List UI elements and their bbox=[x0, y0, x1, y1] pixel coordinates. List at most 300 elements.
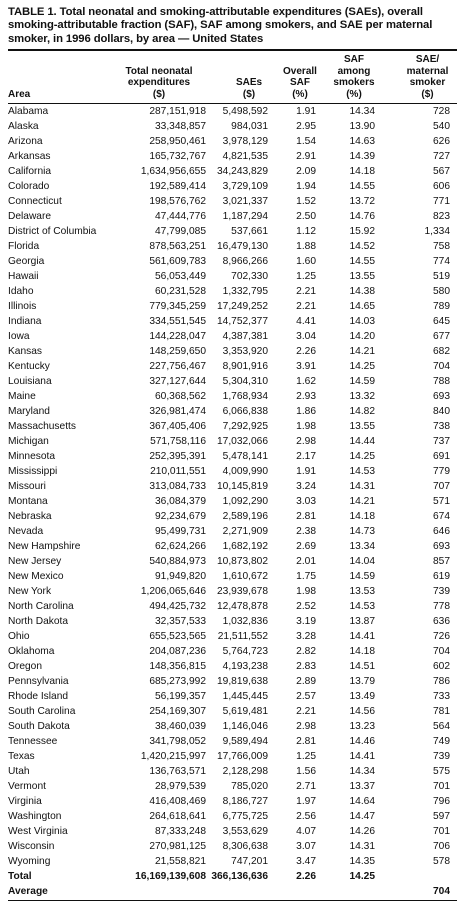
cell-area: California bbox=[8, 165, 52, 177]
cell-saf-among-smokers: 14.34 bbox=[349, 105, 375, 117]
cell-overall-saf: 4.41 bbox=[296, 315, 316, 327]
cell-sae-per-smoker: 704 bbox=[433, 360, 450, 372]
cell-area: Rhode Island bbox=[8, 690, 69, 702]
cell-total-neonatal: 28,979,539 bbox=[155, 780, 206, 792]
table-row bbox=[8, 314, 457, 329]
cell-sae-per-smoker: 728 bbox=[433, 105, 450, 117]
cell-saes: 1,768,934 bbox=[222, 390, 268, 402]
cell-overall-saf: 1.25 bbox=[296, 750, 316, 762]
cell-area: Colorado bbox=[8, 180, 50, 192]
cell-sae-per-smoker: 779 bbox=[433, 465, 450, 477]
cell-sae-per-smoker: 789 bbox=[433, 300, 450, 312]
cell-sae-per-smoker: 704 bbox=[433, 645, 450, 657]
cell-area: Tennessee bbox=[8, 735, 58, 747]
table-row bbox=[8, 854, 457, 869]
table-row bbox=[8, 509, 457, 524]
cell-overall-saf: 2.26 bbox=[296, 870, 316, 882]
cell-overall-saf: 2.69 bbox=[296, 540, 316, 552]
table-row bbox=[8, 644, 457, 659]
cell-sae-per-smoker: 646 bbox=[433, 525, 450, 537]
table-row bbox=[8, 359, 457, 374]
table-row bbox=[8, 404, 457, 419]
cell-overall-saf: 2.01 bbox=[296, 555, 316, 567]
cell-total-neonatal: 60,231,528 bbox=[155, 285, 206, 297]
cell-area: Arkansas bbox=[8, 150, 51, 162]
table-row bbox=[8, 134, 457, 149]
cell-saes: 5,764,723 bbox=[222, 645, 268, 657]
cell-sae-per-smoker: 682 bbox=[433, 345, 450, 357]
cell-saf-among-smokers: 14.25 bbox=[349, 360, 375, 372]
table-row bbox=[8, 614, 457, 629]
cell-total-neonatal: 210,011,551 bbox=[150, 465, 206, 477]
cell-saes: 984,031 bbox=[231, 120, 268, 132]
cell-total-neonatal: 144,228,047 bbox=[149, 330, 206, 342]
cell-saf-among-smokers: 14.55 bbox=[349, 255, 375, 267]
cell-area: Wyoming bbox=[8, 855, 51, 867]
cell-total-neonatal: 685,273,992 bbox=[149, 675, 206, 687]
cell-total-neonatal: 313,084,733 bbox=[149, 480, 206, 492]
cell-overall-saf: 1.56 bbox=[296, 765, 316, 777]
cell-area: Minnesota bbox=[8, 450, 56, 462]
cell-saf-among-smokers: 15.92 bbox=[349, 225, 375, 237]
table-row bbox=[8, 569, 457, 584]
table-row bbox=[8, 254, 457, 269]
cell-saf-among-smokers: 14.38 bbox=[349, 285, 375, 297]
table-row bbox=[8, 794, 457, 809]
cell-saf-among-smokers: 14.64 bbox=[349, 795, 375, 807]
cell-overall-saf: 2.50 bbox=[296, 210, 316, 222]
cell-saes: 2,271,909 bbox=[222, 525, 268, 537]
table-row bbox=[8, 119, 457, 134]
cell-area: New Mexico bbox=[8, 570, 64, 582]
cell-saf-among-smokers: 14.82 bbox=[349, 405, 375, 417]
cell-area: New Hampshire bbox=[8, 540, 81, 552]
table-row bbox=[8, 449, 457, 464]
cell-overall-saf: 2.52 bbox=[296, 600, 316, 612]
cell-overall-saf: 2.56 bbox=[296, 810, 316, 822]
cell-saes: 4,193,238 bbox=[222, 660, 268, 672]
cell-saes: 1,682,192 bbox=[222, 540, 268, 552]
cell-saes: 1,610,672 bbox=[222, 570, 268, 582]
cell-area: South Carolina bbox=[8, 705, 76, 717]
table-row bbox=[8, 344, 457, 359]
cell-total-neonatal: 878,563,251 bbox=[149, 240, 206, 252]
cell-saf-among-smokers: 13.87 bbox=[349, 615, 375, 627]
cell-saf-among-smokers: 14.52 bbox=[349, 240, 375, 252]
cell-saes: 3,353,920 bbox=[222, 345, 268, 357]
cell-saes: 1,146,046 bbox=[222, 720, 268, 732]
table-row bbox=[8, 659, 457, 674]
cell-saes: 2,128,298 bbox=[222, 765, 268, 777]
cell-area: Maine bbox=[8, 390, 36, 402]
cell-total-neonatal: 56,199,357 bbox=[155, 690, 206, 702]
cell-saf-among-smokers: 14.44 bbox=[349, 435, 375, 447]
cell-sae-per-smoker: 704 bbox=[433, 885, 450, 897]
cell-saf-among-smokers: 14.59 bbox=[349, 570, 375, 582]
cell-area: Iowa bbox=[8, 330, 30, 342]
cell-area: Georgia bbox=[8, 255, 45, 267]
cell-area: Kentucky bbox=[8, 360, 50, 372]
cell-saes: 7,292,925 bbox=[222, 420, 268, 432]
cell-sae-per-smoker: 580 bbox=[433, 285, 450, 297]
cell-overall-saf: 2.21 bbox=[296, 300, 316, 312]
cell-sae-per-smoker: 677 bbox=[433, 330, 450, 342]
cell-saes: 1,092,290 bbox=[222, 495, 268, 507]
cell-overall-saf: 3.91 bbox=[296, 360, 316, 372]
cell-saf-among-smokers: 13.34 bbox=[349, 540, 375, 552]
cell-saes: 1,332,795 bbox=[222, 285, 268, 297]
cell-total-neonatal: 136,763,571 bbox=[149, 765, 206, 777]
cell-saes: 10,873,802 bbox=[217, 555, 268, 567]
cell-saes: 2,589,196 bbox=[222, 510, 268, 522]
cell-total-neonatal: 148,259,650 bbox=[149, 345, 206, 357]
cell-area: Mississippi bbox=[8, 465, 58, 477]
cell-saes: 34,243,829 bbox=[217, 165, 268, 177]
cell-area: Texas bbox=[8, 750, 35, 762]
footer-rule bbox=[8, 900, 457, 901]
cell-overall-saf: 2.21 bbox=[296, 285, 316, 297]
cell-sae-per-smoker: 540 bbox=[433, 120, 450, 132]
cell-area: Maryland bbox=[8, 405, 50, 417]
cell-area: North Carolina bbox=[8, 600, 74, 612]
table-row bbox=[8, 779, 457, 794]
cell-saf-among-smokers: 14.55 bbox=[349, 180, 375, 192]
cell-total-neonatal: 36,084,379 bbox=[155, 495, 206, 507]
cell-overall-saf: 1.91 bbox=[296, 105, 316, 117]
cell-sae-per-smoker: 771 bbox=[433, 195, 450, 207]
cell-overall-saf: 2.82 bbox=[296, 645, 316, 657]
cell-sae-per-smoker: 738 bbox=[433, 420, 450, 432]
cell-saf-among-smokers: 13.49 bbox=[349, 690, 375, 702]
cell-saes: 4,821,535 bbox=[222, 150, 268, 162]
cell-overall-saf: 1.86 bbox=[296, 405, 316, 417]
cell-total-neonatal: 227,756,467 bbox=[149, 360, 206, 372]
cell-sae-per-smoker: 693 bbox=[433, 540, 450, 552]
cell-sae-per-smoker: 571 bbox=[433, 495, 450, 507]
cell-overall-saf: 3.03 bbox=[296, 495, 316, 507]
table-row bbox=[8, 284, 457, 299]
cell-saes: 6,775,725 bbox=[222, 810, 268, 822]
cell-saes: 21,511,552 bbox=[217, 630, 268, 642]
cell-saes: 10,145,819 bbox=[217, 480, 268, 492]
cell-saf-among-smokers: 14.03 bbox=[349, 315, 375, 327]
cell-saf-among-smokers: 14.56 bbox=[349, 705, 375, 717]
cell-saes: 537,661 bbox=[231, 225, 268, 237]
cell-saf-among-smokers: 14.18 bbox=[349, 510, 375, 522]
cell-overall-saf: 1.97 bbox=[296, 795, 316, 807]
cell-area: Average bbox=[8, 885, 48, 897]
cell-saf-among-smokers: 14.18 bbox=[349, 165, 375, 177]
cell-sae-per-smoker: 739 bbox=[433, 585, 450, 597]
cell-area: New Jersey bbox=[8, 555, 62, 567]
cell-saes: 1,032,836 bbox=[222, 615, 268, 627]
cell-saf-among-smokers: 14.21 bbox=[349, 345, 375, 357]
cell-sae-per-smoker: 726 bbox=[433, 630, 450, 642]
cell-area: West Virginia bbox=[8, 825, 68, 837]
cell-area: Louisiana bbox=[8, 375, 52, 387]
cell-area: Washington bbox=[8, 810, 62, 822]
cell-total-neonatal: 287,151,918 bbox=[149, 105, 206, 117]
cell-saf-among-smokers: 14.21 bbox=[349, 495, 375, 507]
cell-sae-per-smoker: 578 bbox=[433, 855, 450, 867]
table-header bbox=[8, 51, 457, 103]
cell-total-neonatal: 779,345,259 bbox=[149, 300, 206, 312]
cell-saes: 6,066,838 bbox=[222, 405, 268, 417]
cell-total-neonatal: 60,368,562 bbox=[155, 390, 206, 402]
cell-area: Oregon bbox=[8, 660, 42, 672]
table-title: TABLE 1. Total neonatal and smoking-attributable expenditures (SAEs), overall smoking-attributable fraction (SAF), SAF among smokers, and SAE per maternal smoker, in 1996 dollars, by area — United States bbox=[8, 6, 433, 45]
table-row bbox=[8, 689, 457, 704]
table-row bbox=[8, 479, 457, 494]
cell-sae-per-smoker: 606 bbox=[433, 180, 450, 192]
cell-saes bbox=[210, 884, 276, 899]
cell-total-neonatal: 56,053,449 bbox=[155, 270, 206, 282]
cell-total-neonatal: 92,234,679 bbox=[155, 510, 206, 522]
cell-sae-per-smoker: 597 bbox=[433, 810, 450, 822]
cell-area: Idaho bbox=[8, 285, 34, 297]
cell-total-neonatal: 252,395,391 bbox=[149, 450, 206, 462]
cell-saf-among-smokers: 14.73 bbox=[349, 525, 375, 537]
cell-overall-saf: 2.83 bbox=[296, 660, 316, 672]
cell-saes: 17,032,066 bbox=[217, 435, 268, 447]
cell-saes: 12,478,878 bbox=[217, 600, 268, 612]
cell-overall-saf: 2.91 bbox=[296, 150, 316, 162]
total-row bbox=[8, 869, 457, 884]
cell-saes: 5,498,592 bbox=[222, 105, 268, 117]
header-saes: SAEs ($) bbox=[235, 77, 263, 100]
header-saf-among-smokers: SAF among smokers (%) bbox=[333, 54, 375, 100]
cell-saf-among-smokers: 14.35 bbox=[349, 855, 375, 867]
cell-saf-among-smokers bbox=[324, 884, 384, 899]
cell-saf-among-smokers: 14.31 bbox=[349, 840, 375, 852]
cell-total-neonatal: 416,408,469 bbox=[149, 795, 206, 807]
cell-saf-among-smokers: 14.53 bbox=[349, 600, 375, 612]
cell-sae-per-smoker: 701 bbox=[433, 825, 450, 837]
cell-saes: 5,304,310 bbox=[222, 375, 268, 387]
cell-saf-among-smokers: 14.59 bbox=[349, 375, 375, 387]
cell-sae-per-smoker: 749 bbox=[433, 735, 450, 747]
cell-overall-saf: 2.09 bbox=[296, 165, 316, 177]
table-row bbox=[8, 554, 457, 569]
cell-area: Connecticut bbox=[8, 195, 62, 207]
cell-sae-per-smoker: 758 bbox=[433, 240, 450, 252]
cell-total-neonatal: 198,576,762 bbox=[149, 195, 206, 207]
header-area: Area bbox=[8, 89, 31, 100]
header-overall-saf: Overall SAF (%) bbox=[283, 65, 317, 100]
cell-sae-per-smoker: 737 bbox=[433, 435, 450, 447]
cell-total-neonatal: 148,356,815 bbox=[149, 660, 206, 672]
cell-area: Nevada bbox=[8, 525, 44, 537]
cell-saf-among-smokers: 14.76 bbox=[349, 210, 375, 222]
cell-saf-among-smokers: 13.55 bbox=[349, 420, 375, 432]
cell-saes: 23,939,678 bbox=[217, 585, 268, 597]
cell-total-neonatal: 264,618,641 bbox=[149, 810, 206, 822]
cell-saf-among-smokers: 14.31 bbox=[349, 480, 375, 492]
cell-area: Michigan bbox=[8, 435, 49, 447]
cell-total-neonatal: 334,551,545 bbox=[149, 315, 206, 327]
header-sae-per-smoker: SAE/ maternal smoker ($) bbox=[406, 54, 449, 100]
cell-sae-per-smoker: 840 bbox=[433, 405, 450, 417]
table-row bbox=[8, 539, 457, 554]
cell-total-neonatal: 47,444,776 bbox=[155, 210, 206, 222]
cell-saes: 1,445,445 bbox=[222, 690, 268, 702]
cell-overall-saf: 1.12 bbox=[296, 225, 316, 237]
cell-area: Massachusetts bbox=[8, 420, 76, 432]
cell-saes: 8,901,916 bbox=[222, 360, 268, 372]
cell-sae-per-smoker: 778 bbox=[433, 600, 450, 612]
cell-overall-saf: 2.81 bbox=[296, 735, 316, 747]
cell-area: North Dakota bbox=[8, 615, 69, 627]
cell-overall-saf: 1.54 bbox=[296, 135, 316, 147]
cell-saes: 17,766,009 bbox=[217, 750, 268, 762]
table-row bbox=[8, 839, 457, 854]
cell-total-neonatal: 165,732,767 bbox=[149, 150, 206, 162]
cell-overall-saf: 2.89 bbox=[296, 675, 316, 687]
table-body bbox=[8, 104, 457, 899]
table-row bbox=[8, 269, 457, 284]
cell-saes: 3,978,129 bbox=[222, 135, 268, 147]
cell-saes: 785,020 bbox=[231, 780, 268, 792]
cell-saes: 8,186,727 bbox=[222, 795, 268, 807]
cell-total-neonatal bbox=[108, 884, 210, 899]
cell-overall-saf: 3.28 bbox=[296, 630, 316, 642]
cell-sae-per-smoker: 575 bbox=[433, 765, 450, 777]
cell-sae-per-smoker: 691 bbox=[433, 450, 450, 462]
table-row bbox=[8, 374, 457, 389]
cell-sae-per-smoker: 701 bbox=[433, 780, 450, 792]
cell-overall-saf: 3.07 bbox=[296, 840, 316, 852]
cell-total-neonatal: 62,624,266 bbox=[155, 540, 206, 552]
cell-sae-per-smoker: 567 bbox=[433, 165, 450, 177]
cell-sae-per-smoker: 693 bbox=[433, 390, 450, 402]
cell-sae-per-smoker: 786 bbox=[433, 675, 450, 687]
cell-overall-saf: 2.98 bbox=[296, 435, 316, 447]
cell-area: Pennsylvania bbox=[8, 675, 69, 687]
cell-saf-among-smokers: 13.53 bbox=[349, 585, 375, 597]
cell-total-neonatal: 1,420,215,997 bbox=[140, 750, 206, 762]
cell-saf-among-smokers: 14.41 bbox=[349, 750, 375, 762]
cell-total-neonatal: 258,950,461 bbox=[149, 135, 206, 147]
cell-area: Illinois bbox=[8, 300, 37, 312]
cell-total-neonatal: 270,981,125 bbox=[149, 840, 206, 852]
cell-area: Total bbox=[8, 870, 32, 882]
table-row bbox=[8, 389, 457, 404]
table-row bbox=[8, 149, 457, 164]
cell-sae-per-smoker bbox=[384, 869, 457, 884]
table-row bbox=[8, 494, 457, 509]
cell-sae-per-smoker: 774 bbox=[433, 255, 450, 267]
cell-area: Missouri bbox=[8, 480, 46, 492]
cell-saes: 366,136,636 bbox=[211, 870, 268, 882]
cell-sae-per-smoker: 823 bbox=[433, 210, 450, 222]
cell-saf-among-smokers: 13.79 bbox=[349, 675, 375, 687]
cell-saf-among-smokers: 13.32 bbox=[349, 390, 375, 402]
expenditures-table bbox=[8, 51, 457, 898]
cell-saf-among-smokers: 13.55 bbox=[349, 270, 375, 282]
cell-area: Florida bbox=[8, 240, 40, 252]
cell-saf-among-smokers: 14.63 bbox=[349, 135, 375, 147]
cell-overall-saf: 1.94 bbox=[296, 180, 316, 192]
cell-sae-per-smoker: 727 bbox=[433, 150, 450, 162]
cell-saes: 9,589,494 bbox=[222, 735, 268, 747]
table-row bbox=[8, 419, 457, 434]
cell-total-neonatal: 192,589,414 bbox=[149, 180, 206, 192]
cell-saes: 8,306,638 bbox=[222, 840, 268, 852]
cell-saf-among-smokers: 14.18 bbox=[349, 645, 375, 657]
cell-overall-saf: 2.98 bbox=[296, 720, 316, 732]
cell-sae-per-smoker: 707 bbox=[433, 480, 450, 492]
cell-saes: 16,479,130 bbox=[217, 240, 268, 252]
cell-area: New York bbox=[8, 585, 52, 597]
cell-total-neonatal: 47,799,085 bbox=[155, 225, 206, 237]
cell-total-neonatal: 327,127,644 bbox=[149, 375, 206, 387]
cell-total-neonatal: 367,405,406 bbox=[149, 420, 206, 432]
cell-saes: 4,387,381 bbox=[222, 330, 268, 342]
table-row bbox=[8, 599, 457, 614]
cell-sae-per-smoker: 602 bbox=[433, 660, 450, 672]
cell-saf-among-smokers: 14.47 bbox=[349, 810, 375, 822]
table-row bbox=[8, 329, 457, 344]
cell-sae-per-smoker: 626 bbox=[433, 135, 450, 147]
cell-sae-per-smoker: 706 bbox=[433, 840, 450, 852]
table-row bbox=[8, 704, 457, 719]
table-row bbox=[8, 104, 457, 119]
cell-overall-saf: 2.26 bbox=[296, 345, 316, 357]
cell-sae-per-smoker: 788 bbox=[433, 375, 450, 387]
cell-saf-among-smokers: 14.65 bbox=[349, 300, 375, 312]
cell-sae-per-smoker: 781 bbox=[433, 705, 450, 717]
cell-sae-per-smoker: 796 bbox=[433, 795, 450, 807]
cell-area: Nebraska bbox=[8, 510, 52, 522]
cell-overall-saf: 1.98 bbox=[296, 420, 316, 432]
table-row bbox=[8, 524, 457, 539]
cell-area: Ohio bbox=[8, 630, 30, 642]
cell-total-neonatal: 326,981,474 bbox=[149, 405, 206, 417]
table-row bbox=[8, 239, 457, 254]
table-row bbox=[8, 674, 457, 689]
cell-saes: 5,619,481 bbox=[222, 705, 268, 717]
cell-total-neonatal: 655,523,565 bbox=[149, 630, 206, 642]
cell-total-neonatal: 95,499,731 bbox=[155, 525, 206, 537]
cell-saes: 17,249,252 bbox=[217, 300, 268, 312]
cell-area: Virginia bbox=[8, 795, 42, 807]
table-row bbox=[8, 434, 457, 449]
cell-saf-among-smokers: 14.39 bbox=[349, 150, 375, 162]
cell-sae-per-smoker: 1,334 bbox=[424, 225, 450, 237]
cell-overall-saf: 3.47 bbox=[296, 855, 316, 867]
cell-total-neonatal: 540,884,973 bbox=[149, 555, 206, 567]
cell-saf-among-smokers: 13.23 bbox=[349, 720, 375, 732]
table-row bbox=[8, 299, 457, 314]
table-row bbox=[8, 719, 457, 734]
cell-overall-saf: 1.62 bbox=[296, 375, 316, 387]
cell-total-neonatal: 561,609,783 bbox=[149, 255, 206, 267]
cell-saf-among-smokers: 14.25 bbox=[349, 450, 375, 462]
table-row bbox=[8, 194, 457, 209]
cell-overall-saf: 2.71 bbox=[296, 780, 316, 792]
cell-overall-saf: 2.21 bbox=[296, 705, 316, 717]
cell-total-neonatal: 87,333,248 bbox=[155, 825, 206, 837]
cell-total-neonatal: 254,169,307 bbox=[149, 705, 206, 717]
average-row bbox=[8, 884, 457, 899]
cell-sae-per-smoker: 564 bbox=[433, 720, 450, 732]
cell-overall-saf: 3.24 bbox=[296, 480, 316, 492]
cell-saf-among-smokers: 14.04 bbox=[349, 555, 375, 567]
cell-area: Oklahoma bbox=[8, 645, 55, 657]
cell-saf-among-smokers: 13.72 bbox=[349, 195, 375, 207]
cell-area: Montana bbox=[8, 495, 48, 507]
table-row bbox=[8, 809, 457, 824]
